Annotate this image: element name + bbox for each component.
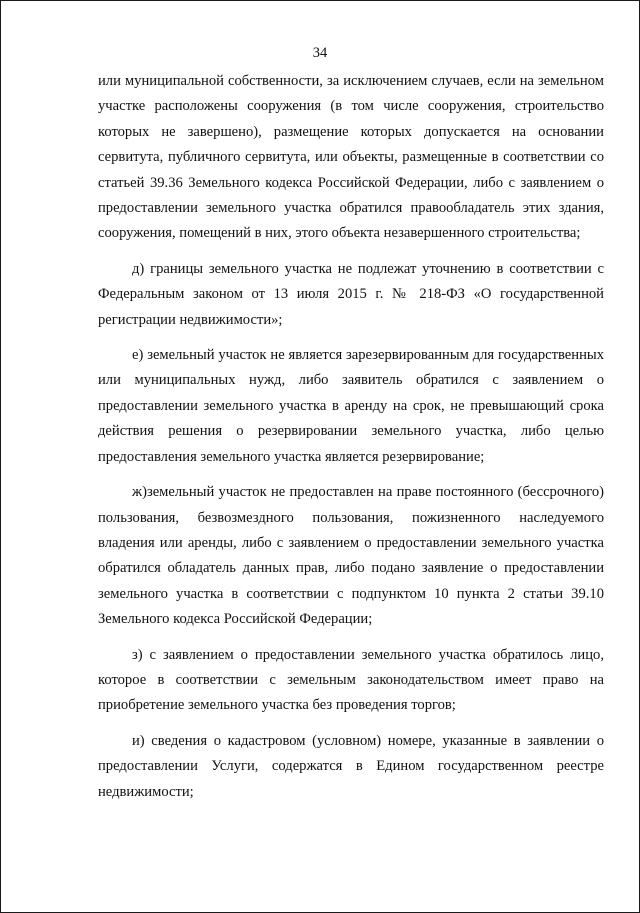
page-number: 34 bbox=[312, 45, 328, 61]
paragraph-item-zh: ж)земельный участок не предоставлен на праве постоянного (бессрочного) пользования, безвозмездного пользования, пожизненного наследуемого владения или аренды, либо с заявлением о предоставлении земельного участка обратился обладатель данных прав, либо подано заявление о предоставлении земельного участка в соответствии с подпунктом 10 пункта 2 статьи 39.10 Земельного кодекса Российской Федерации; bbox=[98, 484, 604, 628]
paragraph-item-z: з) с заявлением о предоставлении земельного участка обратилось лицо, которое в соответствии с земельным законодательством имеет право на приобретение земельного участка без проведения торгов; bbox=[98, 646, 604, 714]
paragraph-continuation: или муниципальной собственности, за исключением случаев, если на земельном участке расположены сооружения (в том числе сооружения, строительство которых не завершено), размещение которых допускается на основании сервитута, публичного сервитута, или объекты, размещенные в соответствии со статьей 39.36 Земельного кодекса Российской Федерации, либо с заявлением о предоставлении земельного участка обратился правообладатель этих здания, сооружения, помещений в них, этого объекта незавершенного строительства; bbox=[98, 73, 604, 242]
paragraph-item-e: е) земельный участок не является зарезервированным для государственных или муниципальных нужд, либо заявитель обратился с заявлением о предоставлении земельного участка в аренду на срок, не превышающий срока действия решения о резервировании земельного участка, либо целью предоставления земельного участка является резервирование; bbox=[98, 347, 604, 465]
paragraph-item-d: д) границы земельного участка не подлежат уточнению в соответствии с Федеральным законом от 13 июля 2015 г. № 218-ФЗ «О государственной регистрации недвижимости»; bbox=[98, 260, 604, 328]
paragraph-item-i: и) сведения о кадастровом (условном) номере, указанные в заявлении о предоставлении Услуги, содержатся в Едином государственном реестре недвижимости; bbox=[98, 732, 604, 800]
document-body bbox=[98, 69, 604, 815]
